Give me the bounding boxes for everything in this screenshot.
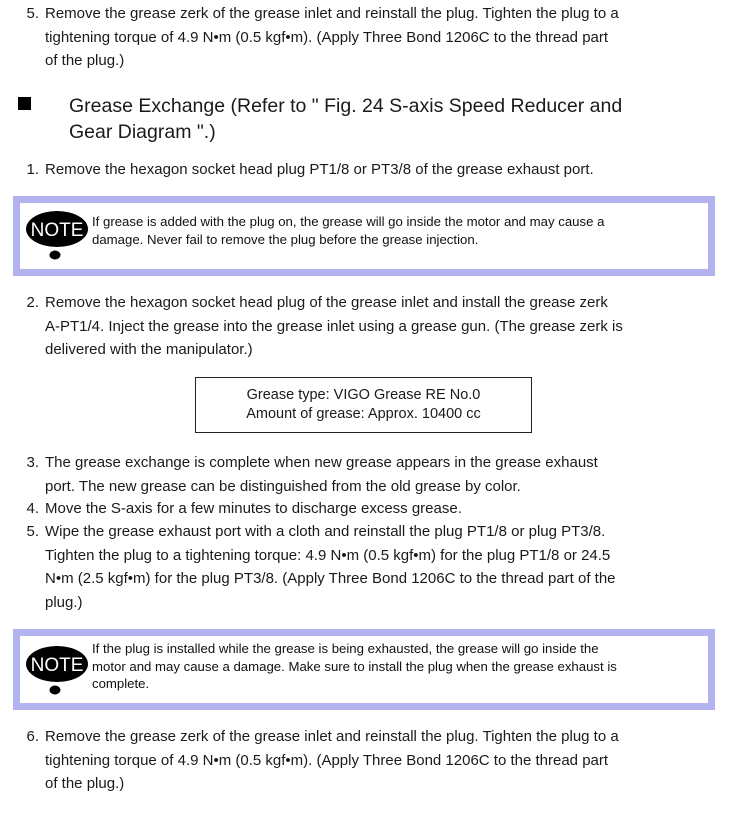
grease-spec-box <box>195 377 532 433</box>
step-line: Move the S-axis for a few minutes to discharge excess grease. <box>45 500 462 517</box>
step-number: 4. <box>26 500 39 517</box>
step-line: A-PT1/4. Inject the grease into the grease inlet using a grease gun. (The grease zerk is <box>45 317 623 335</box>
note-badge-label: NOTE <box>30 220 84 241</box>
step-line: of the plug.) <box>45 775 125 792</box>
step-line: N•m (2.5 kgf•m) for the plug PT3/8. (Apply Three Bond 1206C to the thread part of the <box>45 570 616 587</box>
heading-line: Grease Exchange (Refer to " Fig. 24 S-axis Speed Reducer and <box>69 95 623 117</box>
step-line: The grease exchange is complete when new grease appears in the grease exhaust <box>45 454 598 471</box>
step-line: Tighten the plug to a tightening torque: 4.9 N•m (0.5 kgf•m) for the plug PT1/8 or 24.5 <box>45 546 611 564</box>
step-line: Wipe the grease exhaust port with a cloth and reinstall the plug PT1/8 or plug PT3/8. <box>45 523 606 540</box>
step-line: Remove the grease zerk of the grease inlet and reinstall the plug. Tighten the plug to a <box>45 5 619 22</box>
note-badge-icon <box>25 644 91 702</box>
step-line: tightening torque of 4.9 N•m (0.5 kgf•m). (Apply Three Bond 1206C to the thread part <box>45 28 609 46</box>
step-number: 3. <box>26 454 39 471</box>
note-badge-icon <box>25 209 91 267</box>
step-line: Remove the hexagon socket head plug PT1/8 or PT3/8 of the grease exhaust port. <box>45 161 594 178</box>
note-box <box>13 196 715 276</box>
step-number: 1. <box>26 161 39 178</box>
step-number: 2. <box>26 294 39 311</box>
grease-type: Grease type: VIGO Grease RE No.0 <box>246 387 481 403</box>
note-line: If grease is added with the plug on, the grease will go inside the motor and may cause a <box>92 214 605 229</box>
step-number: 6. <box>26 728 39 745</box>
step-line: Remove the hexagon socket head plug of the grease inlet and install the grease zerk <box>45 294 608 311</box>
step-line: of the plug.) <box>45 52 125 69</box>
note-box <box>13 629 715 710</box>
grease-amount: Amount of grease: Approx. 10400 cc <box>246 406 481 422</box>
step-line: delivered with the manipulator.) <box>45 341 253 358</box>
step-number: 5. <box>26 523 39 540</box>
step-line: Remove the grease zerk of the grease inlet and reinstall the plug. Tighten the plug to a <box>45 728 619 745</box>
heading-line: Gear Diagram ".) <box>69 121 216 143</box>
step-line: port. The new grease can be distinguished from the old grease by color. <box>45 477 521 495</box>
square-bullet-icon <box>18 97 31 110</box>
note-line: motor and may cause a damage. Make sure to install the plug when the grease exhaust is <box>92 658 617 674</box>
note-line: damage. Never fail to remove the plug before the grease injection. <box>92 231 479 247</box>
note-line: complete. <box>92 676 150 691</box>
step-line: plug.) <box>45 593 83 611</box>
step-number: 5. <box>26 5 39 22</box>
note-line: If the plug is installed while the grease is being exhausted, the grease will go inside the <box>92 641 599 656</box>
step-line: tightening torque of 4.9 N•m (0.5 kgf•m). (Apply Three Bond 1206C to the thread part <box>45 751 609 769</box>
section-heading <box>0 93 750 147</box>
note-badge-label: NOTE <box>30 655 84 676</box>
